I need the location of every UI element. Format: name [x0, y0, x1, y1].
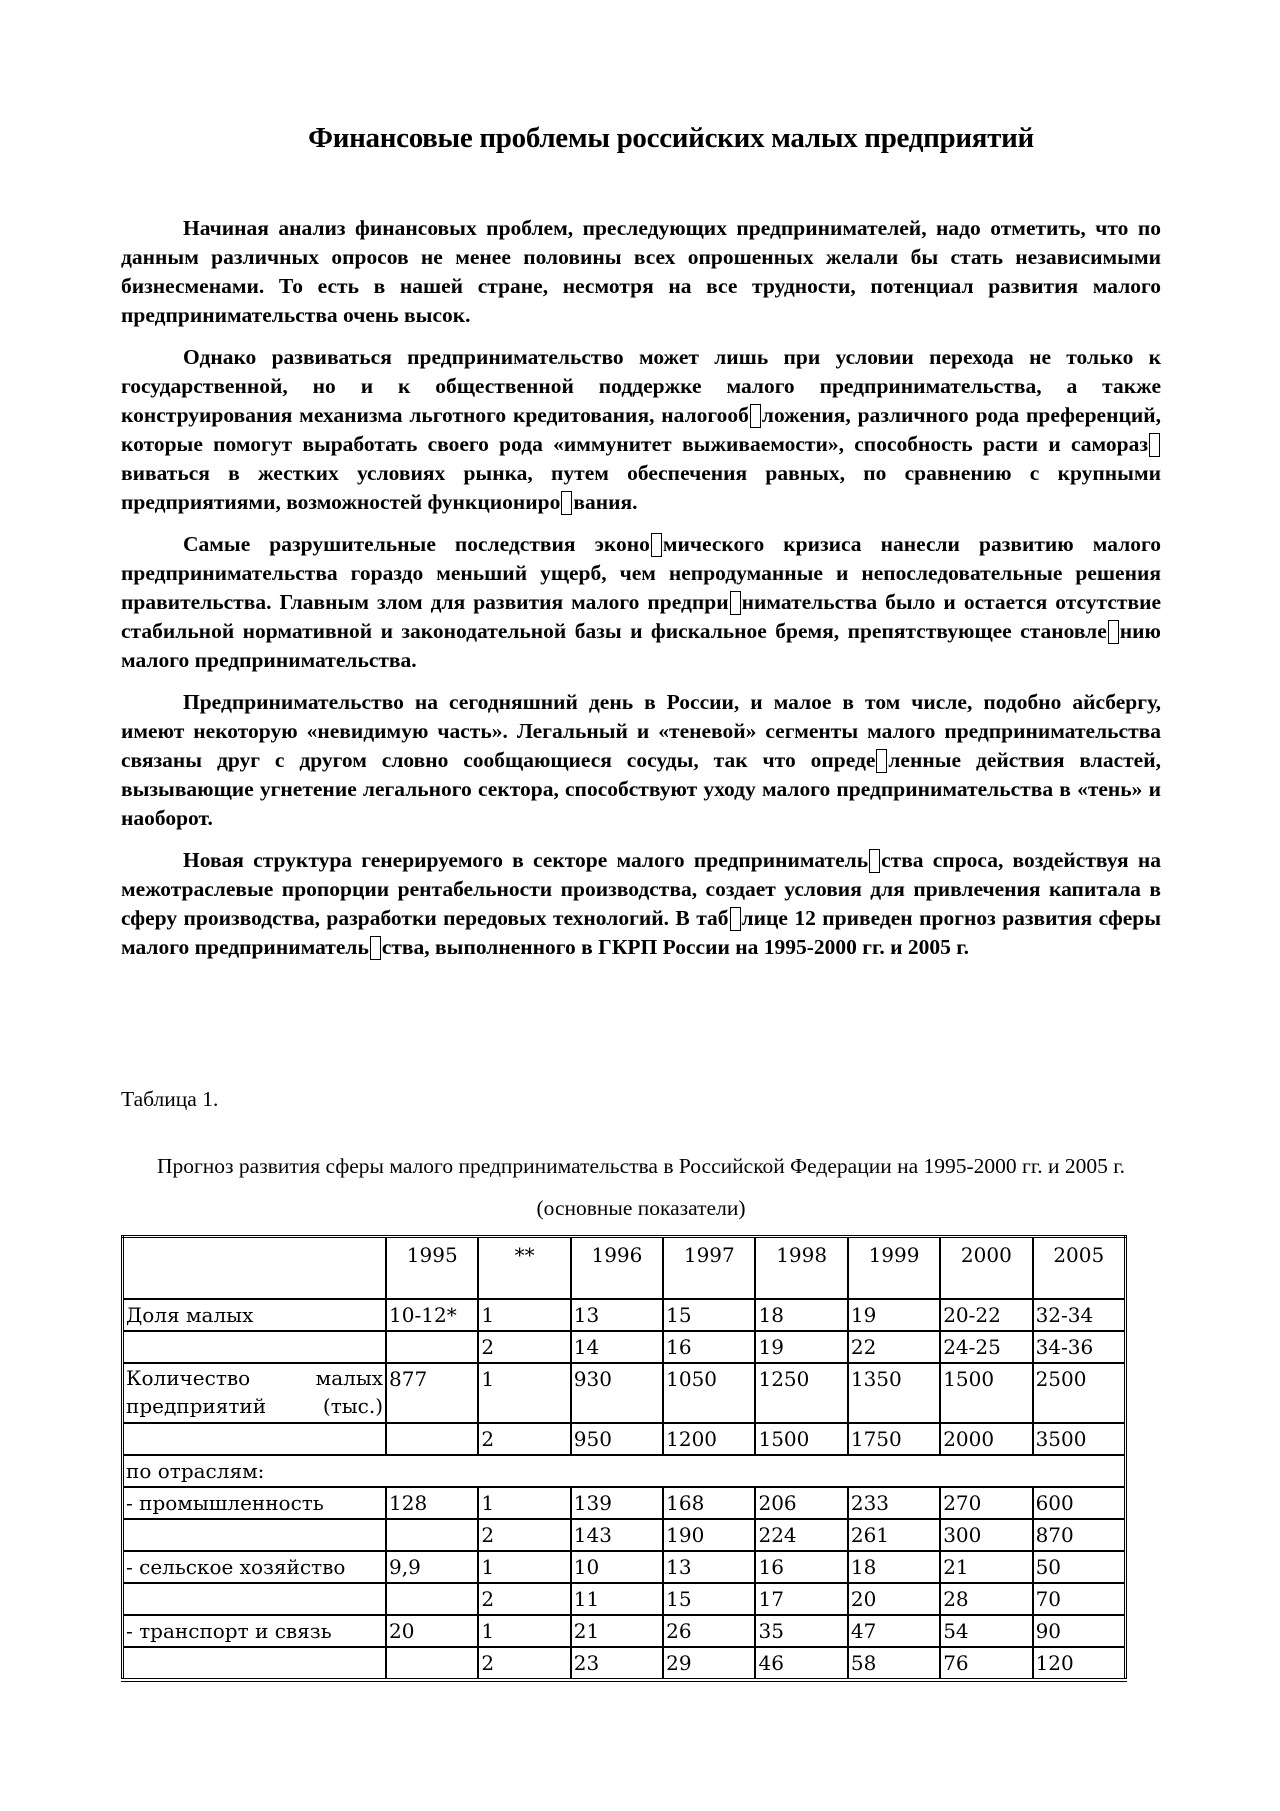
- table-row: [123, 1551, 1126, 1583]
- table-cell: 143: [571, 1519, 663, 1551]
- table-cell: 34-36: [1033, 1331, 1126, 1363]
- table-cell: 2: [478, 1331, 570, 1363]
- table-cell: 2: [478, 1423, 570, 1455]
- table-cell: 1: [478, 1487, 570, 1519]
- table-cell: 950: [571, 1423, 663, 1455]
- table-cell: 21: [571, 1615, 663, 1647]
- table-cell: 120: [1033, 1647, 1126, 1680]
- table-row: [123, 1647, 1126, 1680]
- table-cell: 870: [1033, 1519, 1126, 1551]
- table-cell: 54: [940, 1615, 1032, 1647]
- table-cell: 1250: [755, 1363, 847, 1423]
- table-header-cell: 1995: [386, 1237, 478, 1300]
- table-row: [123, 1363, 1126, 1423]
- table-label: Таблица 1.: [121, 1087, 219, 1111]
- table-cell: 90: [1033, 1615, 1126, 1647]
- table-cell: 1: [478, 1615, 570, 1647]
- table-cell: 1500: [940, 1363, 1032, 1423]
- table-cell: 930: [571, 1363, 663, 1423]
- table-cell: 26: [663, 1615, 755, 1647]
- table-row-label: - сельское хозяйство: [123, 1551, 387, 1583]
- table-header-cell: 1998: [755, 1237, 847, 1300]
- table-cell: 18: [848, 1551, 940, 1583]
- missing-glyph-icon: [370, 936, 381, 960]
- table-header-cell: 1996: [571, 1237, 663, 1300]
- table-cell: 139: [571, 1487, 663, 1519]
- table-cell: 16: [755, 1551, 847, 1583]
- table-row: [123, 1583, 1126, 1615]
- table-cell: 13: [571, 1299, 663, 1331]
- table-cell: 32-34: [1033, 1299, 1126, 1331]
- table-cell: 224: [755, 1519, 847, 1551]
- table-cell: 15: [663, 1583, 755, 1615]
- table-cell: 1050: [663, 1363, 755, 1423]
- table-row-label: Доля малых: [123, 1299, 387, 1331]
- missing-glyph-icon: [869, 849, 880, 873]
- table-cell: 10: [571, 1551, 663, 1583]
- table-row-label: - транспорт и связь: [123, 1615, 387, 1647]
- table-cell: 190: [663, 1519, 755, 1551]
- table-row: [123, 1487, 1126, 1519]
- table-cell: 20: [386, 1615, 478, 1647]
- table-cell: 261: [848, 1519, 940, 1551]
- table-cell: 20-22: [940, 1299, 1032, 1331]
- table-cell: 877: [386, 1363, 478, 1423]
- table-row-label: [123, 1423, 387, 1455]
- table-header-cell: **: [478, 1237, 570, 1300]
- missing-glyph-icon: [730, 907, 741, 931]
- table-cell: 19: [848, 1299, 940, 1331]
- table-row-label: [123, 1519, 387, 1551]
- document-title: Финансовые проблемы российских малых предприятий: [308, 122, 1034, 154]
- table-cell: [386, 1519, 478, 1551]
- table-row-label: - промышленность: [123, 1487, 387, 1519]
- table-cell: 1350: [848, 1363, 940, 1423]
- table-cell: 2000: [940, 1423, 1032, 1455]
- table-row: [123, 1331, 1126, 1363]
- table-cell: 270: [940, 1487, 1032, 1519]
- table-cell: 2: [478, 1647, 570, 1680]
- document-body: [121, 214, 1161, 975]
- table-cell: 1200: [663, 1423, 755, 1455]
- table-cell: 58: [848, 1647, 940, 1680]
- table-cell: 22: [848, 1331, 940, 1363]
- table-row-label: [123, 1647, 387, 1680]
- table-row-label: [123, 1331, 387, 1363]
- paragraph: Предпринимательство на сегодняшний день в России, и малое в том числе, подобно айсбергу, имеют некоторую «невидимую часть». Легальный и «теневой» сегменты малого предпринимательства связаны друг с другом словно сообщающиеся сосуды, так что опреде ленные действия властей, вызывающие угнетение легального сектора, способствуют уходу малого предпринимательства в «тень» и наоборот.: [121, 690, 1161, 830]
- table-cell: 13: [663, 1551, 755, 1583]
- table-cell: 18: [755, 1299, 847, 1331]
- table-header-cell: 1999: [848, 1237, 940, 1300]
- table-header-cell: 2005: [1033, 1237, 1126, 1300]
- missing-glyph-icon: [1149, 433, 1160, 457]
- table-cell: 1: [478, 1363, 570, 1423]
- table-row-label: Количество малых предприятий (тыс.): [123, 1363, 387, 1423]
- table-cell: 20: [848, 1583, 940, 1615]
- table-cell: [386, 1331, 478, 1363]
- table-caption: Прогноз развития сферы малого предпринимательства в Российской Федерации на 1995-2000 гг. и 2005 г. (основные показатели): [156, 1154, 1126, 1220]
- table-row: [123, 1299, 1126, 1331]
- paragraph: Однако развиваться предпринимательство может лишь при условии перехода не только к государственной, но и к общественной поддержке малого предпринимательства, а также конструирования механизма льготного кредитования, налогооб ложения, различного рода преференций, которые помогут выработать своего рода «иммунитет выживаемости», способность расти и саморазвиваться в жестких условиях рынка, путем обеспечения равных, по сравнению с крупными предприятиями, возможностей функциониро вания.: [121, 345, 1161, 514]
- paragraph: Начиная анализ финансовых проблем, преследующих предпринимателей, надо отметить, что по данным различных опросов не менее половины всех опрошенных желали бы стать независимыми бизнесменами. То есть в нашей стране, несмотря на все трудности, потенциал развития малого предпринимательства очень высок.: [121, 216, 1161, 327]
- missing-glyph-icon: [561, 491, 572, 515]
- forecast-table: [121, 1235, 1127, 1682]
- table-header-cell: [123, 1237, 387, 1300]
- table-cell: 1750: [848, 1423, 940, 1455]
- missing-glyph-icon: [876, 749, 887, 773]
- table-header-row: [123, 1237, 1126, 1300]
- table-cell: 17: [755, 1583, 847, 1615]
- table-section-label: по отраслям:: [123, 1455, 1126, 1487]
- table-cell: 1: [478, 1299, 570, 1331]
- table-cell: 168: [663, 1487, 755, 1519]
- paragraph: Самые разрушительные последствия эконо мического кризиса нанесли развитию малого предпринимательства гораздо меньший ущерб, чем непродуманные и непоследовательные решения правительства. Главным злом для развития малого предпри нимательства было и остается отсутствие стабильной нормативной и законодательной базы и фискальное бремя, препятствующее становле нию малого предпринимательства.: [121, 532, 1161, 672]
- table-cell: 1: [478, 1551, 570, 1583]
- table-cell: 28: [940, 1583, 1032, 1615]
- table-cell: 16: [663, 1331, 755, 1363]
- table-cell: 29: [663, 1647, 755, 1680]
- table-cell: 10-12*: [386, 1299, 478, 1331]
- table-cell: 1500: [755, 1423, 847, 1455]
- missing-glyph-icon: [651, 533, 662, 557]
- table-cell: 128: [386, 1487, 478, 1519]
- missing-glyph-icon: [730, 591, 741, 615]
- table-row: [123, 1455, 1126, 1487]
- table-cell: 19: [755, 1331, 847, 1363]
- table-cell: 23: [571, 1647, 663, 1680]
- table-cell: 70: [1033, 1583, 1126, 1615]
- table-cell: [386, 1583, 478, 1615]
- missing-glyph-icon: [750, 404, 761, 428]
- table-cell: 9,9: [386, 1551, 478, 1583]
- paragraph: Новая структура генерируемого в секторе малого предприниматель ства спроса, воздействуя на межотраслевые пропорции рентабельности производства, создает условия для привлечения капитала в сферу производства, разработки передовых технологий. В таб лице 12 приведен прогноз развития сферы малого предприниматель ства, выполненного в ГКРП России на 1995-2000 гг. и 2005 г.: [121, 848, 1161, 959]
- table-cell: [386, 1423, 478, 1455]
- table-cell: 233: [848, 1487, 940, 1519]
- table-header-cell: 2000: [940, 1237, 1032, 1300]
- table-row: [123, 1519, 1126, 1551]
- table-cell: 21: [940, 1551, 1032, 1583]
- table-cell: 2: [478, 1519, 570, 1551]
- table-cell: 2: [478, 1583, 570, 1615]
- table-header-cell: 1997: [663, 1237, 755, 1300]
- table-cell: 24-25: [940, 1331, 1032, 1363]
- table-row-label: [123, 1583, 387, 1615]
- table-cell: [386, 1647, 478, 1680]
- table-cell: 11: [571, 1583, 663, 1615]
- table-cell: 300: [940, 1519, 1032, 1551]
- table-cell: 47: [848, 1615, 940, 1647]
- table-cell: 600: [1033, 1487, 1126, 1519]
- missing-glyph-icon: [1108, 620, 1119, 644]
- table-cell: 35: [755, 1615, 847, 1647]
- table-cell: 3500: [1033, 1423, 1126, 1455]
- table-cell: 14: [571, 1331, 663, 1363]
- table-row: [123, 1615, 1126, 1647]
- table-cell: 206: [755, 1487, 847, 1519]
- table-cell: 76: [940, 1647, 1032, 1680]
- table-row: [123, 1423, 1126, 1455]
- table-cell: 46: [755, 1647, 847, 1680]
- table-cell: 2500: [1033, 1363, 1126, 1423]
- table-cell: 15: [663, 1299, 755, 1331]
- table-cell: 50: [1033, 1551, 1126, 1583]
